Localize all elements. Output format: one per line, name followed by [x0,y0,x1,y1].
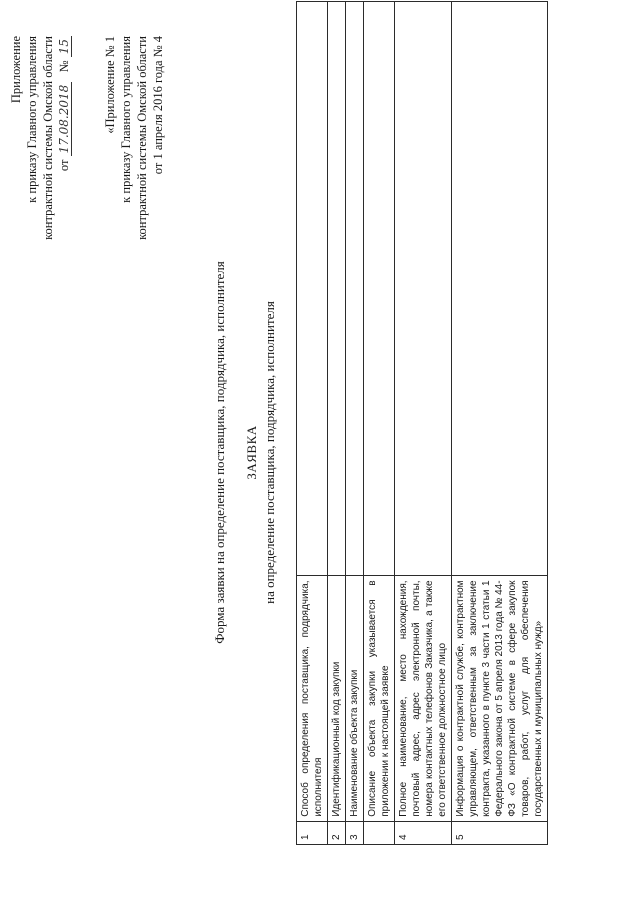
row-number: 4 [395,821,452,844]
table-row [297,2,328,845]
row-value-field[interactable] [346,2,364,576]
application-table-body [297,2,548,845]
appendix-header [8,36,72,240]
original-date-line: от 1 апреля 2016 года № 4 [151,36,165,175]
date-prefix: от [57,159,71,172]
row-label: Идентификационный код закупки [328,576,346,821]
appendix-authority-line: контрактной системы Омской области [41,36,55,240]
row-number: 5 [452,821,548,844]
original-authority-line: контрактной системы Омской области [135,36,149,240]
row-label: Полное наименование, место нахождения, почтовый адрес, адрес электронной почты, номера контактных телефонов Заказчика, а также его ответственное должностное лицо [395,576,452,821]
handwritten-number: 15 [57,36,72,57]
document-subheading: на определение поставщика, подрядчика, исполнителя [262,301,277,604]
row-number: 1 [297,821,328,844]
row-number: 3 [346,821,364,844]
appendix-title: Приложение [9,36,23,104]
row-label: Наименование объекта закупки [346,576,364,821]
row-value-field[interactable] [297,2,328,576]
appendix-order-line: к приказу Главного управления [25,36,39,203]
original-appendix-header [102,36,166,240]
row-label: Описание объекта закупки указывается в приложении к настоящей заявке [364,576,395,821]
form-title: Форма заявки на определение поставщика, подрядчика, исполнителя [212,261,227,644]
original-appendix-title: «Приложение № 1 [103,36,117,134]
original-order-line: к приказу Главного управления [119,36,133,203]
table-row [395,2,452,845]
table-row [346,2,364,845]
row-value-field[interactable] [328,2,346,576]
row-label: Информация о контрактной службе, контрактном управляющем, ответственным за заключение контракта, указанного в пункте 3 части 1 статьи 1 Федерального закона от 5 апреля 2013 года № 44-ФЗ «О контрактной системе в сфере закупок товаров, работ, услуг для обеспечения государственных и муниципальных нужд» [452,576,548,821]
document-heading: ЗАЯВКА [244,425,259,480]
number-label: № [57,60,71,73]
handwritten-date: 17.08.2018 [57,82,72,157]
row-label: Способ определения поставщика, подрядчика, исполнителя [297,576,328,821]
table-row [328,2,346,845]
row-value-field[interactable] [395,2,452,576]
application-table [296,1,548,845]
row-value-field[interactable] [364,2,395,576]
row-number: 2 [328,821,346,844]
row-number [364,821,395,844]
table-row [364,2,395,845]
appendix-date-line [56,36,72,240]
row-value-field[interactable] [452,2,548,576]
table-row [452,2,548,845]
